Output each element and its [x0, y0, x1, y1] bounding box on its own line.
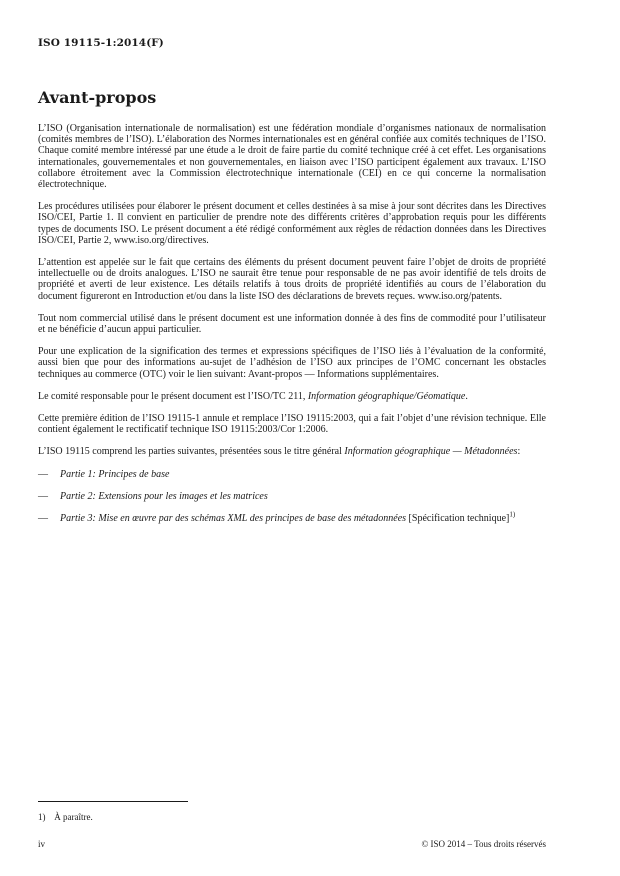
- paragraph-iso-organisation: L’ISO (Organisation internationale de normalisation) est une fédération mondiale d’organismes nationaux de normalisation (comités membres de l’ISO). L’élaboration des Normes internationales est en général confiée aux comités techniques de l’ISO. Chaque comité membre intéressé par une étude a le droit de faire partie du comité technique créé à cet effet. Les organisations internationales, gouvernementales et non gouvernementales, en liaison avec l’ISO participent également aux travaux. L’ISO collabore étroitement avec la Commission électrotechnique internationale (CEI) en ce qui concerne la normalisation électrotechnique.: [38, 123, 546, 191]
- footnote-divider: [38, 801, 188, 802]
- part-title: Partie 3: Mise en œuvre par des schémas XML des principes de base des métadonnées: [60, 513, 407, 525]
- list-dash: —: [38, 490, 48, 502]
- parts-intro-title: Information géographique — Métadonnées: [344, 446, 518, 458]
- parts-intro-text: L’ISO 19115 comprend les parties suivantes, présentées sous le titre général: [38, 446, 345, 458]
- parts-intro-end: :: [517, 446, 521, 458]
- footnote-text: À paraître.: [54, 812, 93, 822]
- list-item: [38, 491, 546, 502]
- committee-end: .: [465, 390, 468, 402]
- paragraph-committee: [38, 391, 546, 402]
- paragraph-trade-names: Tout nom commercial utilisé dans le présent document est une information donnée à des fins de commodité pour l’utilisateur et ne bénéficie d’aucun appui particulier.: [38, 312, 546, 336]
- document-id: ISO 19115-1:2014(F): [38, 37, 164, 49]
- list-item: [38, 469, 546, 480]
- page-number: iv: [38, 839, 46, 849]
- footnote-number: 1): [38, 812, 46, 822]
- paragraph-edition: Cette première édition de l’ISO 19115-1 annule et remplace l’ISO 19115:2003, qui a fait l’objet d’une révision technique. Elle contient également le rectificatif technique ISO 19115:2003/Cor 1:2006.: [38, 413, 546, 436]
- copyright-notice: © ISO 2014 – Tous droits réservés: [421, 839, 546, 849]
- parts-list: [38, 469, 546, 525]
- committee-name: Information géographique/Géomatique: [307, 390, 466, 402]
- page-title: Avant-propos: [38, 88, 157, 107]
- paragraph-procedures: Les procédures utilisées pour élaborer le présent document et celles destinées à sa mise à jour sont décrites dans les Directives ISO/CEI, Partie 1. Il convient en particulier de prendre note des différents critères d’approbation requis pour les différents types de documents ISO. Le présent document a été rédigé conformément aux règles de rédaction données dans les Directives ISO/CEI, Partie 2, www.iso.org/directives.: [38, 201, 546, 246]
- footnote: [38, 812, 93, 822]
- paragraph-patents: L’attention est appelée sur le fait que certains des éléments du présent document peuvent faire l’objet de droits de propriété intellectuelle ou de droits analogues. L’ISO ne saurait être tenue pour responsable de ne pas avoir identifié de tels droits de propriété et averti de leur existence. Les détails relatifs à tous droits de propriété identifiés au cours de l’élaboration du document figureront en Introduction et/ou dans la liste ISO des déclarations de brevets reçues. www.iso.org/patents.: [38, 257, 546, 302]
- list-dash: —: [38, 513, 48, 525]
- part-title: Partie 1: Principes de base: [60, 468, 170, 480]
- list-item: [38, 510, 546, 525]
- part-note: [Spécification technique]: [406, 513, 510, 525]
- part-title: Partie 2: Extensions pour les images et les matrices: [60, 490, 268, 502]
- list-dash: —: [38, 468, 48, 480]
- committee-text: Le comité responsable pour le présent document est l’ISO/TC 211,: [38, 390, 308, 402]
- paragraph-parts-intro: [38, 446, 546, 457]
- foreword-body: [38, 123, 546, 535]
- paragraph-conformity: Pour une explication de la signification des termes et expressions spécifiques de l’ISO liés à l’évaluation de la conformité, aussi bien que pour des informations au-sujet de l’adhésion de l’ISO aux principes de l’OMC concernant les obstacles techniques au commerce (OTC) voir le lien suivant: Avant-propos — Informations supplémentaires.: [38, 346, 546, 380]
- footnote-ref: 1): [509, 510, 516, 519]
